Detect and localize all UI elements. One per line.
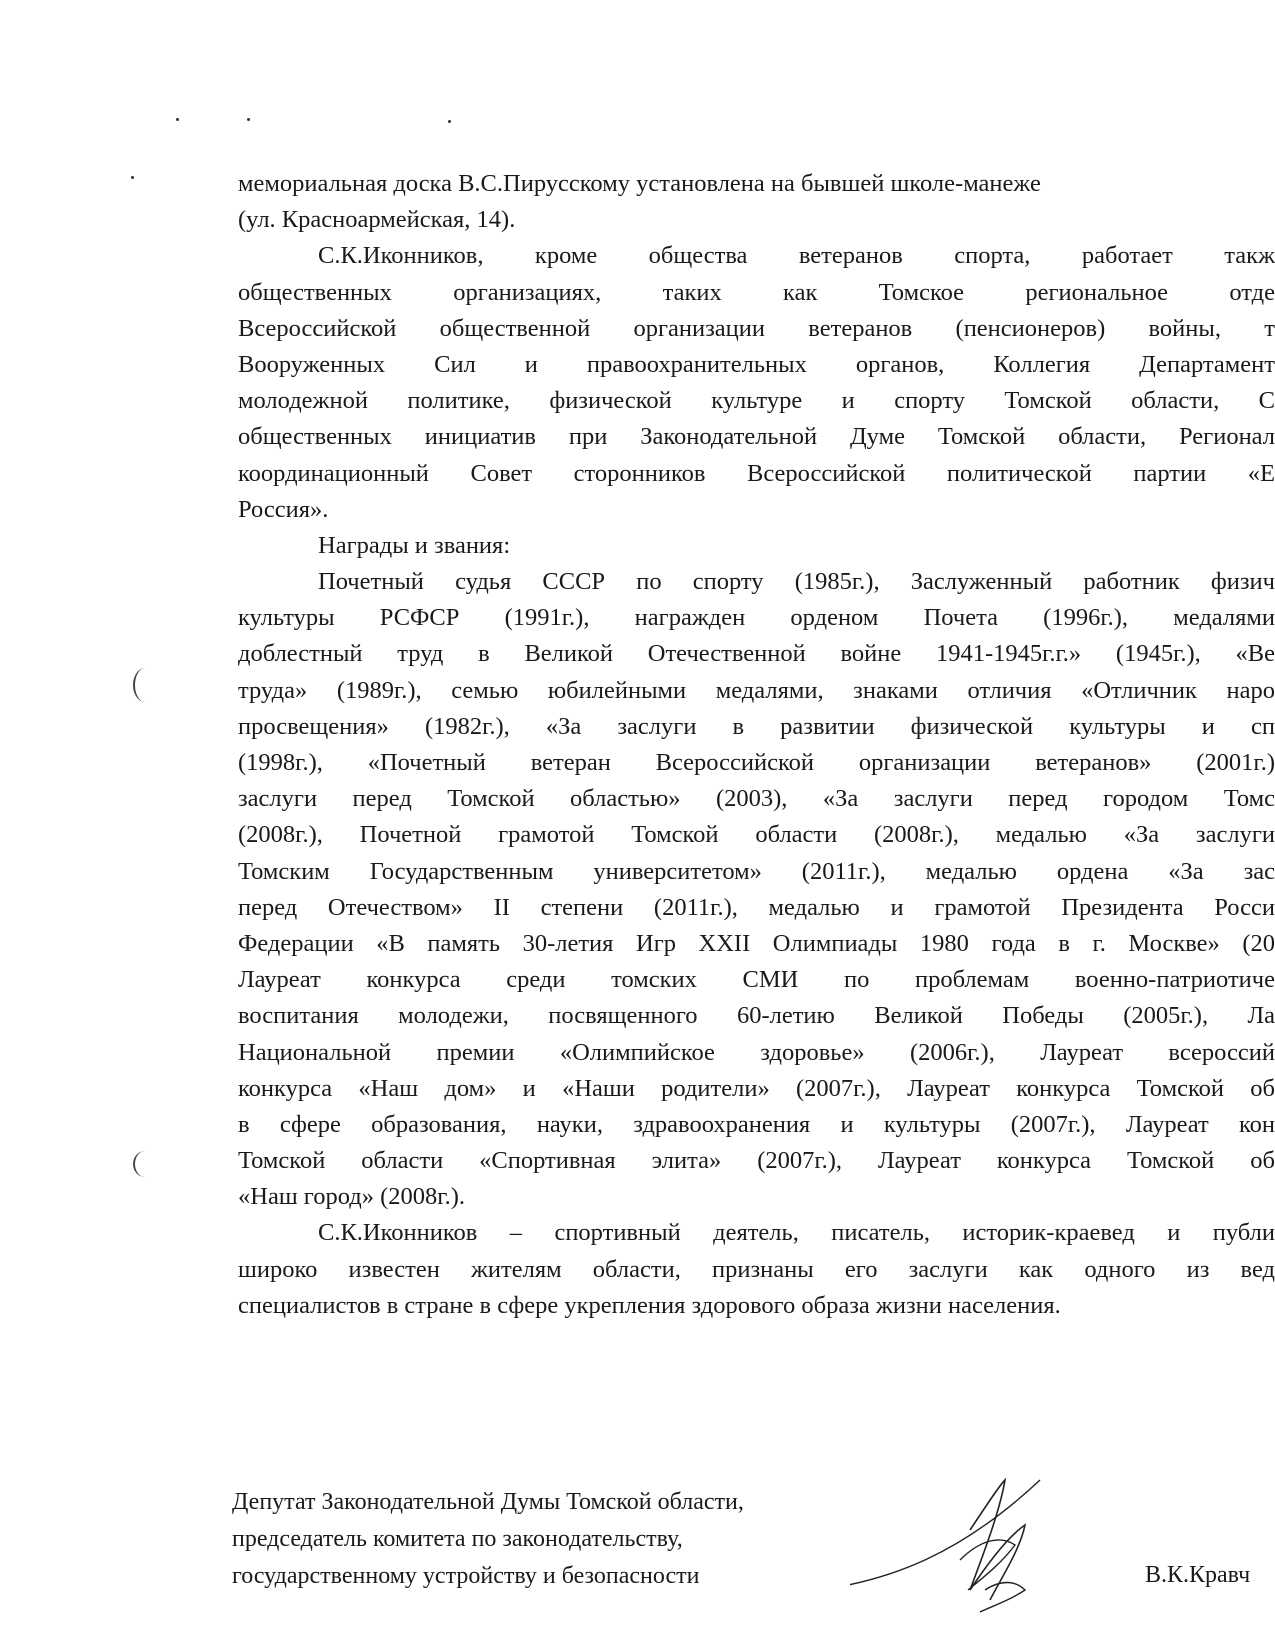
section-heading: Награды и звания: — [318, 531, 511, 559]
signatory-title — [232, 1484, 744, 1595]
text-line: (2008г.), Почетной грамотой Томской области (2008г.), медалью «За заслуги — [238, 821, 1275, 849]
text-line: Всероссийской общественной организации ветеранов (пенсионеров) войны, т — [238, 314, 1275, 342]
scan-speck — [176, 118, 179, 121]
text-line: общественных организациях, таких как Томское региональное отде — [238, 278, 1275, 306]
text-line: доблестный труд в Великой Отечественной войне 1941-1945г.г.» (1945г.), «Ве — [238, 640, 1275, 668]
scan-speck — [448, 120, 451, 123]
text-line: перед Отечеством» II степени (2011г.), медалью и грамотой Президента Росси — [238, 893, 1275, 921]
text-line: С.К.Иконников – спортивный деятель, писатель, историк-краевед и публи — [318, 1219, 1275, 1247]
scan-speck — [247, 118, 250, 121]
text-line: Национальной премии «Олимпийское здоровье» (2006г.), Лауреат всероссий — [238, 1038, 1275, 1066]
text-line: просвещения» (1982г.), «За заслуги в развитии физической культуры и сп — [238, 712, 1275, 740]
text-line: Лауреат конкурса среди томских СМИ по проблемам военно-патриотиче — [238, 966, 1275, 994]
text-line: воспитания молодежи, посвященного 60-летию Великой Победы (2005г.), Ла — [238, 1002, 1275, 1030]
signatory-title-line: государственному устройству и безопасности — [232, 1563, 700, 1589]
text-line: специалистов в стране в сфере укрепления здорового образа жизни населения. — [238, 1291, 1061, 1319]
text-line: заслуги перед Томской областью» (2003), «За заслуги перед городом Томс — [238, 785, 1275, 813]
text-line: общественных инициатив при Законодательной Думе Томской области, Регионал — [238, 423, 1275, 451]
scan-speck — [131, 176, 134, 179]
text-line: Томским Государственным университетом» (2011г.), медалью ордена «За зас — [238, 857, 1275, 885]
hole-punch-mark — [133, 668, 157, 702]
text-line: (1998г.), «Почетный ветеран Всероссийской организации ветеранов» (2001г.) — [238, 749, 1275, 776]
text-line: Федерации «В память 30-летия Игр XXII Олимпиады 1980 года в г. Москве» (20 — [238, 929, 1275, 957]
text-line: труда» (1989г.), семью юбилейными медалями, знаками отличия «Отличник наро — [238, 676, 1275, 704]
signatory-title-line: Депутат Законодательной Думы Томской области, — [232, 1489, 744, 1515]
text-line: Россия». — [238, 495, 329, 523]
text-line: в сфере образования, науки, здравоохранения и культуры (2007г.), Лауреат кон — [238, 1110, 1275, 1138]
text-line: мемориальная доска В.С.Пирусскому установлена на бывшей школе-манеже — [238, 170, 1041, 197]
signatory-title-line: председатель комитета по законодательству, — [232, 1526, 683, 1552]
text-line: Томской области «Спортивная элита» (2007г.), Лауреат конкурса Томской об — [238, 1147, 1275, 1175]
document-body — [238, 166, 1275, 1324]
text-line: молодежной политике, физической культуре и спорту Томской области, С — [238, 387, 1275, 415]
text-line: С.К.Иконников, кроме общества ветеранов спорта, работает такж — [318, 242, 1275, 270]
text-line: широко известен жителям области, признаны его заслуги как одного из вед — [238, 1255, 1275, 1283]
text-line: Почетный судья СССР по спорту (1985г.), Заслуженный работник физич — [318, 568, 1275, 596]
text-line: (ул. Красноармейская, 14). — [238, 206, 516, 234]
text-line: координационный Совет сторонников Всероссийской политической партии «Е — [238, 459, 1275, 487]
text-line: культуры РСФСР (1991г.), награжден орденом Почета (1996г.), медалями — [238, 604, 1275, 632]
handwritten-signature — [850, 1440, 1090, 1620]
text-line: конкурса «Наш дом» и «Наши родители» (2007г.), Лауреат конкурса Томской об — [238, 1074, 1275, 1102]
hole-punch-mark — [133, 1151, 157, 1177]
text-line: Вооруженных Сил и правоохранительных органов, Коллегия Департамент — [238, 350, 1275, 378]
signatory-name: В.К.Кравч — [1145, 1562, 1251, 1588]
text-line: «Наш город» (2008г.). — [238, 1183, 465, 1211]
